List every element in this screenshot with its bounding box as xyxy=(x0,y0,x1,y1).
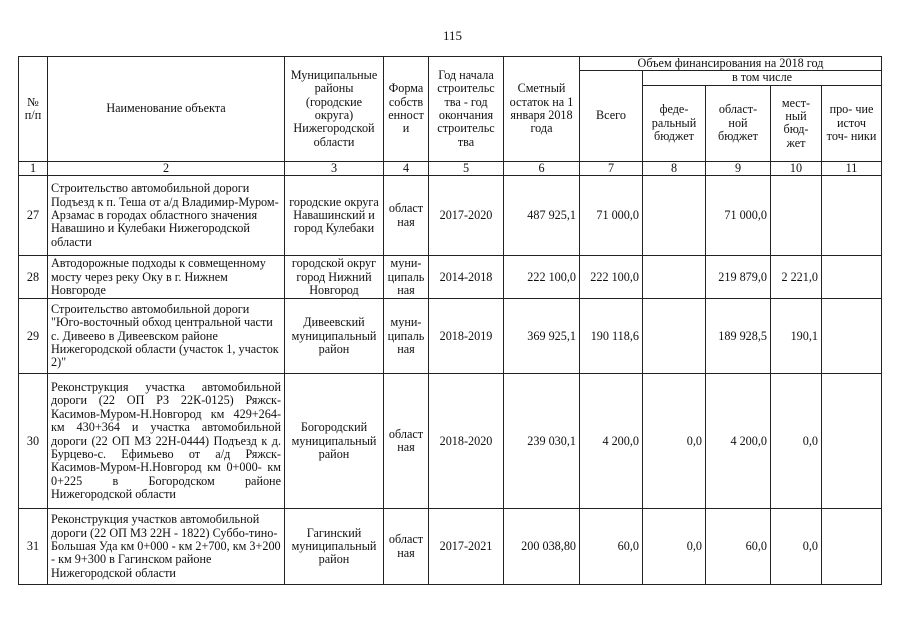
regional-budget: 189 928,5 xyxy=(706,299,771,374)
col-number: 9 xyxy=(706,161,771,175)
row-num: 27 xyxy=(19,176,48,256)
local-budget: 0,0 xyxy=(771,509,822,585)
object-name: Строительство автомобильной дороги Подъезд к п. Теша от а/д Владимир-Муром-Арзамас в городах областного значения Навашино и Кулебаки Нижегородской области xyxy=(48,176,285,256)
total-financing: 71 000,0 xyxy=(580,176,643,256)
header-including: в том числе xyxy=(643,71,882,85)
table-row xyxy=(19,299,882,374)
ownership-form: област ная xyxy=(384,176,429,256)
total-financing: 190 118,6 xyxy=(580,299,643,374)
row-num: 31 xyxy=(19,509,48,585)
municipal-district: Гагинский муниципальный район xyxy=(285,509,384,585)
regional-budget: 71 000,0 xyxy=(706,176,771,256)
ownership-form: област ная xyxy=(384,374,429,509)
estimate-balance: 487 925,1 xyxy=(504,176,580,256)
row-num: 28 xyxy=(19,256,48,299)
table-row xyxy=(19,176,882,256)
total-financing: 4 200,0 xyxy=(580,374,643,509)
estimate-balance: 369 925,1 xyxy=(504,299,580,374)
municipal-district: Дивеевский муниципальный район xyxy=(285,299,384,374)
object-name: Реконструкция участка автомобильной дороги (22 ОП РЗ 22К-0125) Ряжск-Касимов-Муром-Н.Новгород км 429+264- км 430+364 и участка автомобильной дороги (22 ОП МЗ 22Н-0444) Подъезд к д. Бурцево-с. Ефимьево от а/д Ряжск-Касимов-Муром-Н.Новгород км 0+000- км 0+225 в Богородском районе Нижегородской области xyxy=(48,374,285,509)
object-name: Реконструкция участков автомобильной дороги (22 ОП МЗ 22Н - 1822) Суббо-тино-Большая Уда км 0+000 - км 2+700, км 3+200 - км 9+300 в Гагинском районе Нижегородской области xyxy=(48,509,285,585)
federal-budget: 0,0 xyxy=(643,509,706,585)
col-number: 6 xyxy=(504,161,580,175)
federal-budget: 0,0 xyxy=(643,374,706,509)
regional-budget: 4 200,0 xyxy=(706,374,771,509)
ownership-form: област ная xyxy=(384,509,429,585)
header-regional: област- ной бюджет xyxy=(706,85,771,161)
federal-budget xyxy=(643,256,706,299)
table-row xyxy=(19,509,882,585)
municipal-district: Богородский муниципальный район xyxy=(285,374,384,509)
estimate-balance: 239 030,1 xyxy=(504,374,580,509)
header-years: Год начала строительс тва - год окончания строительс тва xyxy=(429,57,504,162)
object-name: Строительство автомобильной дороги "Юго-восточный обход центральной части с. Дивеево в Дивеевском районе Нижегородской области (участок 1, участок 2)" xyxy=(48,299,285,374)
construction-years: 2018-2019 xyxy=(429,299,504,374)
estimate-balance: 222 100,0 xyxy=(504,256,580,299)
col-number: 8 xyxy=(643,161,706,175)
header-num: № п/п xyxy=(19,57,48,162)
construction-years: 2018-2020 xyxy=(429,374,504,509)
regional-budget: 60,0 xyxy=(706,509,771,585)
header-total: Всего xyxy=(580,71,643,161)
row-num: 30 xyxy=(19,374,48,509)
col-number: 11 xyxy=(822,161,882,175)
header-ownership: Форма собств енност и xyxy=(384,57,429,162)
other-sources xyxy=(822,176,882,256)
ownership-form: муни- ципаль ная xyxy=(384,299,429,374)
header-estimate: Сметный остаток на 1 января 2018 года xyxy=(504,57,580,162)
ownership-form: муни- ципаль ная xyxy=(384,256,429,299)
federal-budget xyxy=(643,176,706,256)
other-sources xyxy=(822,256,882,299)
column-number-row xyxy=(19,161,882,175)
other-sources xyxy=(822,299,882,374)
header-financing: Объем финансирования на 2018 год xyxy=(580,57,882,71)
regional-budget: 219 879,0 xyxy=(706,256,771,299)
local-budget: 0,0 xyxy=(771,374,822,509)
total-financing: 60,0 xyxy=(580,509,643,585)
other-sources xyxy=(822,374,882,509)
page-number: 115 xyxy=(442,28,463,43)
local-budget xyxy=(771,176,822,256)
col-number: 10 xyxy=(771,161,822,175)
local-budget: 2 221,0 xyxy=(771,256,822,299)
table-row xyxy=(19,256,882,299)
construction-years: 2017-2020 xyxy=(429,176,504,256)
construction-years: 2017-2021 xyxy=(429,509,504,585)
estimate-balance: 200 038,80 xyxy=(504,509,580,585)
municipal-district: городской округ город Нижний Новгород xyxy=(285,256,384,299)
header-federal: феде- ральный бюджет xyxy=(643,85,706,161)
header-other: про- чие источ точ- ники xyxy=(822,85,882,161)
col-number: 4 xyxy=(384,161,429,175)
table-row xyxy=(19,374,882,509)
objects-table xyxy=(18,56,882,585)
construction-years: 2014-2018 xyxy=(429,256,504,299)
federal-budget xyxy=(643,299,706,374)
total-financing: 222 100,0 xyxy=(580,256,643,299)
municipal-district: городские округа Навашинский и город Кулебаки xyxy=(285,176,384,256)
local-budget: 190,1 xyxy=(771,299,822,374)
col-number: 2 xyxy=(48,161,285,175)
col-number: 5 xyxy=(429,161,504,175)
header-municipal: Муниципальные районы (городские округа) Нижегородской области xyxy=(285,57,384,162)
object-name: Автодорожные подходы к совмещенному мосту через реку Оку в г. Нижнем Новгороде xyxy=(48,256,285,299)
col-number: 1 xyxy=(19,161,48,175)
other-sources xyxy=(822,509,882,585)
col-number: 3 xyxy=(285,161,384,175)
col-number: 7 xyxy=(580,161,643,175)
header-name: Наименование объекта xyxy=(48,57,285,162)
row-num: 29 xyxy=(19,299,48,374)
header-local: мест- ный бюд- жет xyxy=(771,85,822,161)
